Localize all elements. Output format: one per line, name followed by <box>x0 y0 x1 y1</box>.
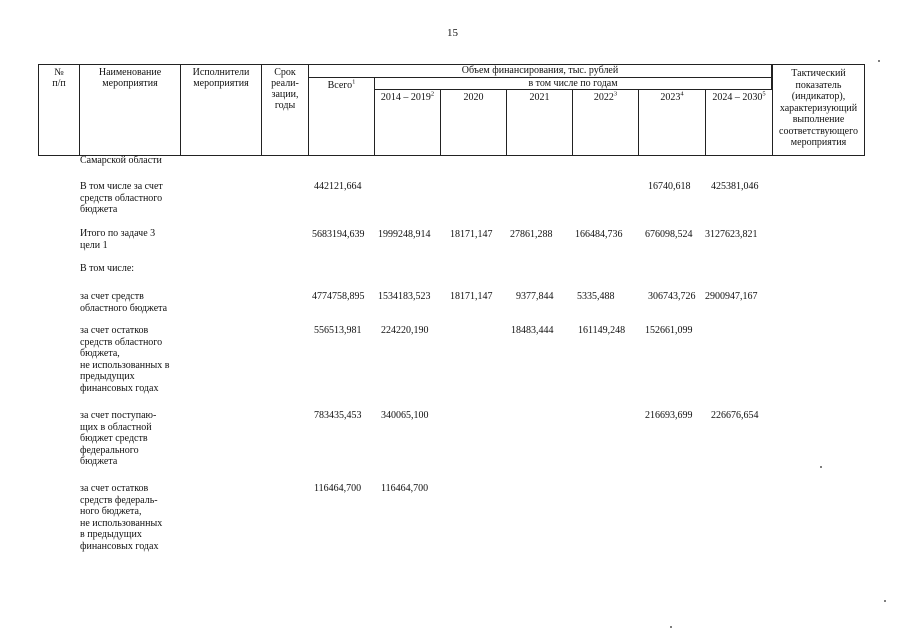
cell-2023: 16740,618 <box>648 181 691 192</box>
cell-2014-2019: 340065,100 <box>381 410 429 421</box>
cell-2024-2030: 3127623,821 <box>705 229 758 240</box>
header-year-2022: 2022$^3$ <box>572 89 639 156</box>
header-year-2021: 2021 <box>506 89 573 156</box>
cell-2023: 306743,726 <box>648 291 696 302</box>
cell-2024-2030: 2900947,167 <box>705 291 758 302</box>
cell-2024-2030: 425381,046 <box>711 181 759 192</box>
header-year-2020: 2020 <box>440 89 507 156</box>
cell-2020: 18171,147 <box>450 229 493 240</box>
cell-2021: 27861,288 <box>510 229 553 240</box>
cell-2014-2019: 1534183,523 <box>378 291 431 302</box>
cell-2022: 5335,488 <box>577 291 615 302</box>
cell-2014-2019: 224220,190 <box>381 325 429 336</box>
cell-2021: 9377,844 <box>516 291 554 302</box>
header-indicator: Тактический показатель (индикатор), характеризующий выполнение соответствующего мероприятия <box>772 64 865 156</box>
cell-total: 556513,981 <box>314 325 362 336</box>
cell-total: 442121,664 <box>314 181 362 192</box>
cell-2020: 18171,147 <box>450 291 493 302</box>
row-label: за счет остатков средств федераль- ного бюджета, не использованных в предыдущих финансовых годах <box>80 483 163 552</box>
cell-2024-2030: 226676,654 <box>711 410 759 421</box>
cell-2023: 676098,524 <box>645 229 693 240</box>
header-col-period: Срок реали- зации, годы <box>261 64 309 156</box>
cell-2014-2019: 116464,700 <box>381 483 429 494</box>
header-total: Всего$^1$ <box>308 77 375 156</box>
cell-2014-2019: 1999248,914 <box>378 229 431 240</box>
page-number: 15 <box>447 27 458 39</box>
row-label: за счет остатков средств областного бюджета, не использованных в предыдущих финансовых годах <box>80 325 170 394</box>
row-label: В том числе: <box>80 263 135 274</box>
cell-total: 116464,700 <box>314 483 362 494</box>
header-col-number: № п/п <box>38 64 80 156</box>
header-year-2023: 2023$^4$ <box>638 89 706 156</box>
scan-speck <box>878 60 880 62</box>
row-label: за счет поступаю- щих в областной бюджет средств федерального бюджета <box>80 410 157 467</box>
header-col-executors: Исполнители мероприятия <box>180 64 262 156</box>
cell-2022: 166484,736 <box>575 229 623 240</box>
scan-speck <box>670 626 672 628</box>
cell-total: 4774758,895 <box>312 291 365 302</box>
header-year-2024-2030: 2024 – 2030$^5$ <box>705 89 773 156</box>
cell-total: 783435,453 <box>314 410 362 421</box>
cell-2022: 161149,248 <box>578 325 626 336</box>
row-label: Самарской области <box>80 155 162 166</box>
header-by-years: в том числе по годам <box>374 77 772 90</box>
cell-2023: 216693,699 <box>645 410 693 421</box>
header-funding-group: Объем финансирования, тыс. рублей <box>308 64 772 78</box>
cell-2021: 18483,444 <box>511 325 554 336</box>
scan-speck <box>884 600 886 602</box>
row-label: В том числе за счет средств областного бюджета <box>80 181 163 215</box>
row-label: за счет средств областного бюджета <box>80 291 168 314</box>
scan-speck <box>820 466 822 468</box>
cell-2023: 152661,099 <box>645 325 693 336</box>
header-year-2014-2019: 2014 – 2019$^2$ <box>374 89 441 156</box>
cell-total: 5683194,639 <box>312 229 365 240</box>
header-col-name: Наименование мероприятия <box>79 64 181 156</box>
row-label: Итого по задаче 3 цели 1 <box>80 228 156 251</box>
